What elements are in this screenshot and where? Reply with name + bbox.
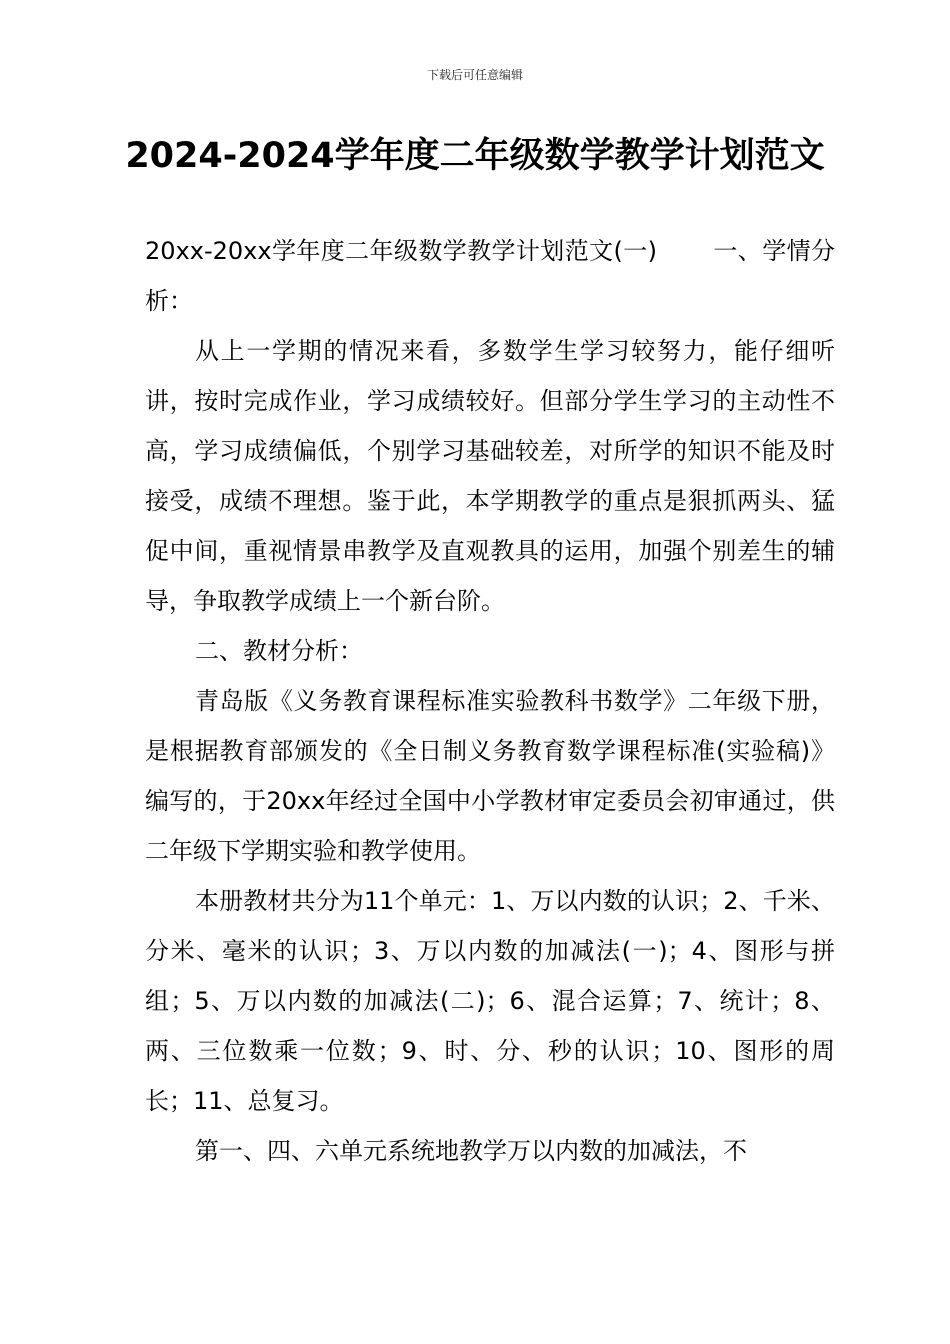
paragraph-learning-analysis: 从上一学期的情况来看，多数学生学习较努力，能仔细听讲，按时完成作业，学习成绩较好。但部分学生学习的主动性不高，学习成绩偏低，个别学习基础较差，对所学的知识不能及时接受，成绩不理想。鉴于此，本学期教学的重点是狠抓两头、猛促中间，重视情景串教学及直观教具的运用，加强个别差生的辅导，争取教学成绩上一个新台阶。 [145, 337, 835, 615]
paragraph-units-detail: 第一、四、六单元系统地教学万以内数的加减法，不 [195, 1137, 747, 1165]
paragraph-textbook-intro: 青岛版《义务教育课程标准实验教科书数学》二年级下册，是根据教育部颁发的《全日制义务教育数学课程标准(实验稿)》编写的，于20xx年经过全国中小学教材审定委员会初审通过，供二年级下学期实验和教学使用。 [145, 687, 835, 865]
document-body [145, 226, 835, 1176]
section-heading-2: 二、教材分析： [195, 637, 363, 665]
intro-lead: 20xx-20xx学年度二年级数学教学计划范文(一) [145, 237, 658, 265]
intro-paragraph [145, 226, 835, 326]
section-heading-1: 一、学情分析： [145, 237, 835, 315]
paragraph-units: 本册教材共分为11个单元：1、万以内数的认识；2、千米、分米、毫米的认识；3、万以内数的加减法(一)；4、图形与拼组；5、万以内数的加减法(二)；6、混合运算；7、统计；8、两、三位数乘一位数；9、时、分、秒的认识；10、图形的周长；11、总复习。 [145, 887, 835, 1115]
document-title: 2024-2024学年度二年级数学教学计划范文 [125, 136, 825, 176]
header-note: 下载后可任意编辑 [426, 68, 523, 82]
